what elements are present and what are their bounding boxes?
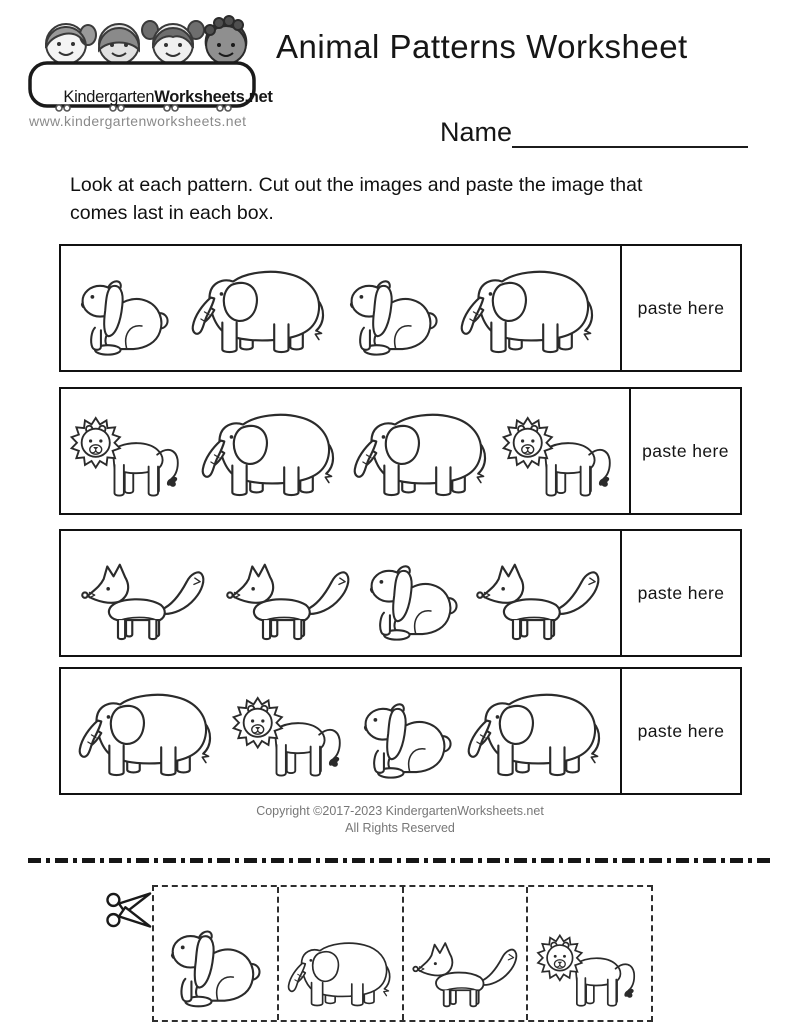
elephant-illustration bbox=[70, 683, 222, 781]
rabbit-illustration bbox=[360, 696, 454, 781]
pattern-row-4 bbox=[59, 667, 742, 795]
lion-illustration bbox=[497, 412, 625, 501]
lion-illustration bbox=[227, 692, 355, 781]
paste-here-box bbox=[620, 669, 740, 793]
cutout-cell-elephant bbox=[277, 887, 402, 1020]
paste-here-label: paste here bbox=[637, 582, 725, 603]
rights-line: All Rights Reserved bbox=[345, 820, 455, 835]
pattern-row-2 bbox=[59, 387, 742, 515]
elephant-illustration bbox=[281, 934, 399, 1010]
elephant-illustration bbox=[193, 403, 345, 501]
paste-here-box bbox=[620, 531, 740, 655]
paste-here-label: paste here bbox=[642, 440, 729, 461]
lion-illustration bbox=[65, 412, 193, 501]
elephant-illustration bbox=[345, 403, 497, 501]
pattern-rows bbox=[59, 244, 742, 795]
pattern-sequence bbox=[61, 531, 620, 655]
site-url: www.kindergartenworksheets.net bbox=[29, 113, 247, 129]
rabbit-illustration bbox=[366, 558, 460, 643]
rabbit-illustration bbox=[77, 273, 171, 358]
logo-brand-bold: Worksheets.net bbox=[154, 87, 273, 106]
fox-illustration bbox=[221, 554, 355, 643]
fox-illustration bbox=[471, 554, 605, 643]
instructions-text: Look at each pattern. Cut out the images and paste the image that comes last in each box. bbox=[70, 174, 643, 225]
name-field bbox=[440, 116, 748, 148]
name-label: Name bbox=[440, 117, 513, 148]
fox-illustration bbox=[408, 934, 522, 1010]
elephant-illustration bbox=[183, 260, 335, 358]
rabbit-illustration bbox=[346, 273, 440, 358]
cutout-cell-rabbit bbox=[154, 887, 277, 1020]
cutout-cell-lion bbox=[526, 887, 651, 1020]
page-title: Animal Patterns Worksheet bbox=[276, 28, 688, 65]
cut-separator-line bbox=[28, 858, 772, 863]
paste-here-box bbox=[629, 389, 740, 513]
elephant-illustration bbox=[459, 683, 611, 781]
name-blank-line bbox=[512, 116, 748, 148]
pattern-row-3 bbox=[59, 529, 742, 657]
copyright-block bbox=[0, 803, 800, 837]
paste-here-box bbox=[620, 246, 740, 370]
cutout-strip bbox=[152, 885, 653, 1022]
cutout-cell-fox bbox=[402, 887, 527, 1020]
pattern-row-1 bbox=[59, 244, 742, 372]
lion-illustration bbox=[532, 930, 648, 1010]
paste-here-label: paste here bbox=[637, 720, 725, 741]
fox-illustration bbox=[76, 554, 210, 643]
logo-wordmark bbox=[60, 82, 276, 112]
scissors-icon bbox=[105, 888, 153, 932]
site-logo bbox=[26, 10, 273, 116]
pattern-sequence bbox=[61, 389, 629, 513]
paste-here-label: paste here bbox=[637, 297, 725, 318]
logo-brand-regular: Kindergarten bbox=[63, 87, 155, 106]
elephant-illustration bbox=[452, 260, 604, 358]
rabbit-illustration bbox=[167, 923, 263, 1010]
copyright-line: Copyright ©2017-2023 KindergartenWorksheets.net bbox=[256, 804, 544, 818]
pattern-sequence bbox=[61, 669, 620, 793]
pattern-sequence bbox=[61, 246, 620, 370]
